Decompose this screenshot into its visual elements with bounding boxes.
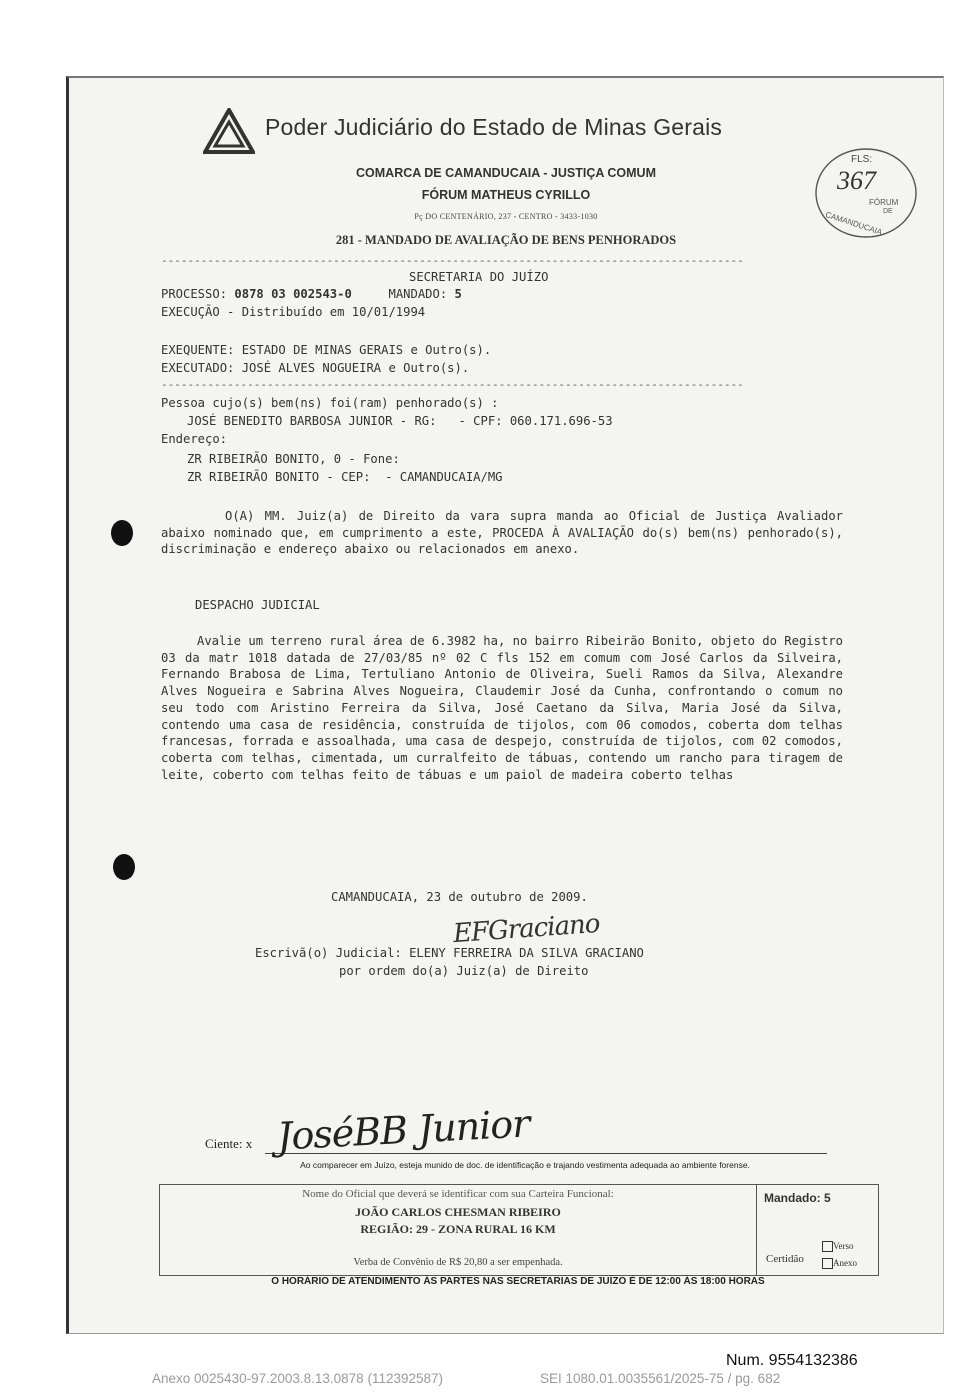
anexo-checkbox[interactable]: [822, 1258, 833, 1269]
endereco-line-2: ZR RIBEIRÃO BONITO - CEP: - CAMANDUCAIA/MG: [187, 470, 503, 484]
separator-line: ----------------------------------------------------------------------------------------: [161, 378, 744, 391]
stamp-text-forum: FÓRUM: [869, 198, 899, 207]
anexo-reference: Anexo 0025430-97.2003.8.13.0878 (112392587): [152, 1371, 444, 1386]
executado-line: EXECUTADO: JOSÉ ALVES NOGUEIRA e Outro(s).: [161, 361, 470, 375]
separator-line: ----------------------------------------------------------------------------------------: [161, 254, 744, 267]
document-title: 281 - MANDADO DE AVALIAÇÃO DE BENS PENHORADOS: [335, 233, 677, 247]
officer-region: REGIÃO: 29 - ZONA RURAL 16 KM: [360, 1222, 556, 1236]
stamp-page-number: 367: [837, 166, 876, 195]
horario-notice: O HORÁRIO DE ATENDIMENTO ÀS PARTES NAS SECRETARIAS DE JUÍZO É DE 12:00 ÀS 18:00 HORAS: [271, 1276, 765, 1287]
certidao-verso: [822, 1241, 854, 1252]
stamp-text-city: CAMANDUCAIA: [824, 210, 884, 237]
order-paragraph: O(A) MM. Juiz(a) de Direito da vara supra manda ao Oficial de Justiça Avaliador abaixo nominado que, em cumprimento a este, PROCEDA À AVALIAÇÃO do(s) bem(ns) penhorado(s), discriminação e endereço abaixo ou relacionados em anexo.: [161, 509, 843, 557]
court-title: Poder Judiciário do Estado de Minas Gerais: [265, 114, 723, 140]
mandado-number: 5: [454, 287, 462, 301]
anexo-label: Anexo: [833, 1258, 857, 1268]
sei-reference: SEI 1080.01.0035561/2025-75 / pg. 682: [540, 1371, 781, 1386]
pessoa-name: JOSÉ BENEDITO BARBOSA JUNIOR - RG: - CPF: 060.171.696-53: [187, 414, 613, 428]
box-divider: [756, 1185, 757, 1275]
pessoa-label: Pessoa cujo(s) bem(ns) foi(ram) penhorado(s) :: [161, 396, 499, 410]
secretaria-heading: SECRETARIA DO JUÍZO: [409, 270, 549, 284]
escriva-signature: EFGraciano: [452, 908, 601, 950]
execucao-line: EXECUÇÃO - Distribuído em 10/01/1994: [161, 305, 426, 319]
comarca-heading: COMARCA DE CAMANDUCAIA - JUSTIÇA COMUM: [356, 166, 656, 180]
officer-box: [159, 1184, 879, 1276]
punch-hole: [113, 854, 135, 880]
ciente-label-text: Ciente:: [205, 1136, 243, 1151]
processo-number: 0878 03 002543-0: [234, 287, 352, 301]
ciente-mark: x: [245, 1136, 253, 1151]
stamp-fls-label: FLS:: [851, 154, 873, 165]
escriva-line: Escrivã(o) Judicial: ELENY FERREIRA DA SILVA GRACIANO: [255, 946, 644, 960]
forum-stamp: [813, 146, 919, 240]
ordem-line: por ordem do(a) Juiz(a) de Direito: [339, 964, 589, 978]
exequente-line: EXEQUENTE: ESTADO DE MINAS GERAIS e Outro(s).: [161, 343, 492, 357]
despacho-paragraph: Avalie um terreno rural área de 6.3982 ha, no bairro Ribeirão Bonito, objeto do Registro 03 da matr 1018 datada de 27/03/85 nº 02 C fls 152 em comum com José Carlos da Silveira, Fernando Brabosa de Lima, Tertuliano Antonio de Oliveira, Sueli Ramos da Silva, Alexandre Alves Nogueira e Sabrina Alves Nogueira, Claudemir José da Cunha, confrontando o comum no seu todo com Aristino Ferreira da Silva, José Caetano da Silva, Maria José da Silva, contendo uma casa de residência, construída de tijolos, com 06 comodos, coberta dom telhas francesas, forrada e assoalhada, uma casa de despejo, construída de tijolos, com 02 comodos, coberta com telhas, cimentada, um curralfeito de tábuas, contendo um rancho para tiragem de leite, coberto com telhas feito de tábuas e um paiol de madeira coberto telhas: [161, 634, 843, 782]
certidao-anexo: [822, 1258, 857, 1269]
box-mandado: Mandado: 5: [764, 1191, 831, 1205]
date-line: CAMANDUCAIA, 23 de outubro de 2009.: [331, 890, 588, 904]
document-number: Num. 9554132386: [726, 1352, 858, 1369]
ciente-label: [205, 1136, 252, 1152]
endereco-line-1: ZR RIBEIRÃO BONITO, 0 - Fone:: [187, 452, 400, 466]
processo-line: [161, 287, 462, 301]
certidao-label: Certidão: [766, 1253, 804, 1265]
stamp-text-de: DE: [883, 208, 893, 215]
forensic-notice: Ao comparecer em Juízo, esteja munido de doc. de identificação e trajando vestimenta adequada ao ambiente forense.: [300, 1160, 750, 1170]
despacho-label: DESPACHO JUDICIAL: [195, 598, 320, 612]
officer-name: JOÃO CARLOS CHESMAN RIBEIRO: [355, 1205, 561, 1219]
verba-line: Verba de Convênio de R$ 20,80 a ser empenhada.: [353, 1257, 563, 1268]
officer-intro: Nome do Oficial que deverá se identificar com sua Carteira Funcional:: [302, 1188, 614, 1200]
processo-label: PROCESSO:: [161, 287, 228, 301]
mandado-label: MANDADO:: [388, 287, 448, 301]
verso-label: Verso: [833, 1241, 854, 1251]
document-sheet: [66, 76, 944, 1334]
tjmg-logo-icon: [203, 108, 255, 154]
punch-hole: [111, 520, 133, 546]
ciente-signature: JoséBB Junior: [276, 1101, 531, 1159]
forum-heading: FÓRUM MATHEUS CYRILLO: [421, 188, 591, 202]
forum-address: Pç DO CENTENÁRIO, 237 - CENTRO - 3433-1030: [414, 212, 598, 221]
endereco-label: Endereço:: [161, 432, 228, 446]
verso-checkbox[interactable]: [822, 1241, 833, 1252]
